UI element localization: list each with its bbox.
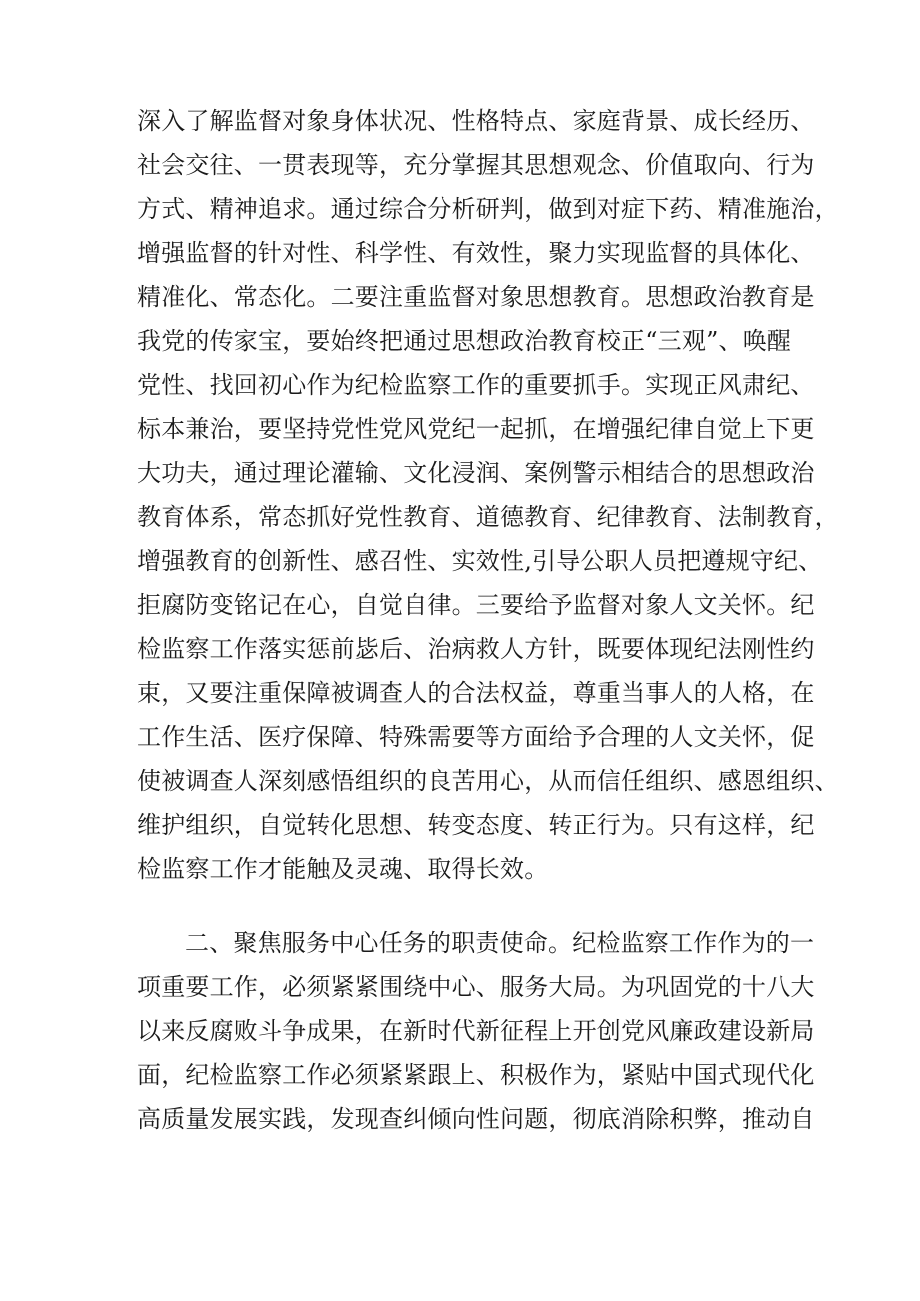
paragraph-1-line-7: 党性、找回初心作为纪检监察工作的重要抓手。实现正风肃纪、 [137, 371, 815, 399]
paragraph-1-line-3: 方式、精神追求。通过综合分析研判，做到对症下药、精准施治， [137, 195, 839, 223]
paragraph-1-line-8: 标本兼治，要坚持党性党风党纪一起抓，在增强纪律自觉上下更 [137, 415, 815, 443]
paragraph-1-line-4: 增强监督的针对性、科学性、有效性，聚力实现监督的具体化、 [137, 239, 815, 267]
paragraph-1-line-2: 社会交往、一贯表现等，充分掌握其思想观念、价值取向、行为 [137, 151, 815, 179]
paragraph-1-line-16: 使被调查人深刻感悟组织的良苦用心，从而信任组织、感恩组织、 [137, 767, 839, 795]
paragraph-2-line-2: 项重要工作，必须紧紧围绕中心、服务大局。为巩固党的十八大 [137, 973, 815, 1001]
paragraph-2-line-3: 以来反腐败斗争成果，在新时代新征程上开创党风廉政建设新局 [137, 1017, 815, 1045]
paragraph-1-line-5: 精准化、常态化。二要注重监督对象思想教育。思想政治教育是 [137, 283, 815, 311]
paragraph-1-line-13: 检监察工作落实惩前毖后、治病救人方针，既要体现纪法刚性约 [137, 635, 815, 663]
paragraph-2-line-1: 二、聚焦服务中心任务的职责使命。纪检监察工作作为的一 [185, 929, 815, 957]
paragraph-1-line-10: 教育体系，常态抓好党性教育、道德教育、纪律教育、法制教育， [137, 503, 839, 531]
paragraph-1-line-6: 我党的传家宝，要始终把通过思想政治教育校正“三观”、唤醒 [137, 327, 792, 355]
paragraph-1-line-15: 工作生活、医疗保障、特殊需要等方面给予合理的人文关怀，促 [137, 723, 815, 751]
paragraph-1-line-12: 拒腐防变铭记在心，自觉自律。三要给予监督对象人文关怀。纪 [137, 591, 815, 619]
paragraph-2-line-5: 高质量发展实践，发现查纠倾向性问题，彻底消除积弊，推动自 [137, 1105, 815, 1133]
paragraph-1-line-11: 增强教育的创新性、感召性、实效性,引导公职人员把遵规守纪、 [137, 547, 823, 575]
paragraph-1-line-17: 维护组织，自觉转化思想、转变态度、转正行为。只有这样，纪 [137, 811, 815, 839]
paragraph-2-line-4: 面，纪检监察工作必须紧紧跟上、积极作为，紧贴中国式现代化 [137, 1061, 815, 1089]
paragraph-1-line-18: 检监察工作才能触及灵魂、取得长效。 [137, 855, 549, 883]
paragraph-1-line-1: 深入了解监督对象身体状况、性格特点、家庭背景、成长经历、 [137, 107, 815, 135]
paragraph-1-line-14: 束，又要注重保障被调查人的合法权益，尊重当事人的人格，在 [137, 679, 815, 707]
paragraph-1-line-9: 大功夫，通过理论灌输、文化浸润、案例警示相结合的思想政治 [137, 459, 815, 487]
